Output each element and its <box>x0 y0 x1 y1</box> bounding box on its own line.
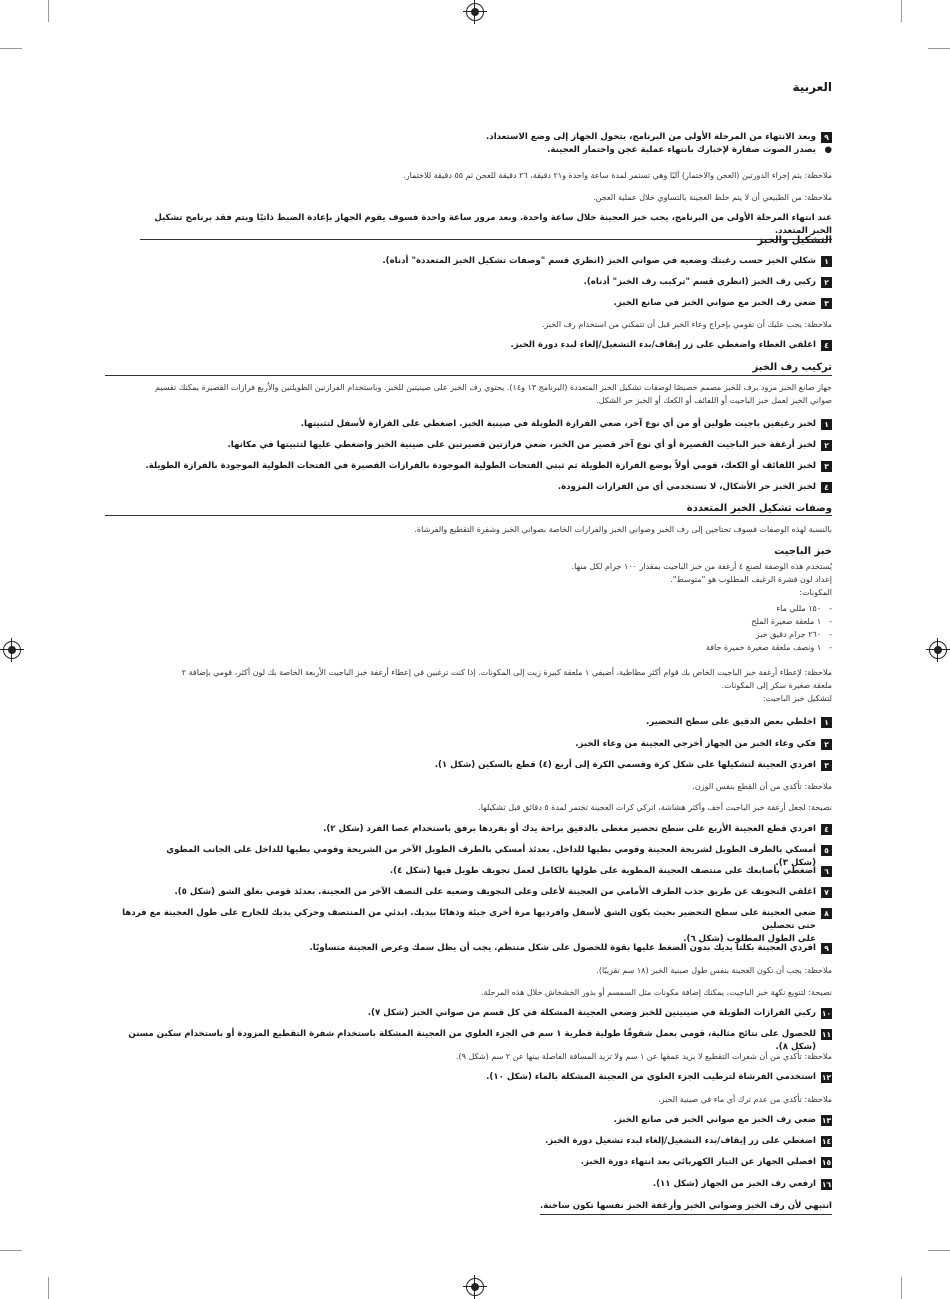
crop-mark <box>928 1250 950 1251</box>
ingredients-list <box>140 602 832 654</box>
crop-mark <box>48 0 49 22</box>
section-title: التشكيل والخبز <box>757 235 832 246</box>
list-item: - ٢٦٠ جرام دقيق خبز <box>755 630 832 639</box>
step-9: ٩ وبعد الانتهاء من المرحلة الأولى من البرنامج، يتحول الجهاز إلى وضع الاستعداد. ● يصدر الصوت صفارة لإخبارك بانتهاء عملية عجن واختمار العجينة. <box>486 132 832 155</box>
crop-mark <box>901 0 902 22</box>
step: ٥ أمسكي بالطرف الطويل لشريحة العجينة وقومي بطيها للداخل. بعدئذ أمسكي بالطرف الطويل الآخر من الشريحة وقومي بطيها للداخل على الجانب المطوي (شكل ٣). <box>140 844 832 870</box>
crop-mark <box>901 1277 902 1299</box>
step: ١ لخبز رغيفين باجيت طولين أو من أي نوع آخر، ضعي الفرازة الطويلة في صينية الخبز. اضغطي على الفرازة لأسفل لتثبيتها. <box>140 418 832 431</box>
step: ٤ اغلقي الغطاء واضغطي على زر إيقاف/بدء التشغيل/إلغاء لبدء دورة الخبز. <box>140 339 832 352</box>
step: ٣ ضعي رف الخبز مع صواني الخبز في صانع الخبز. <box>140 297 832 310</box>
step: ٩ افردي العجينة بكلتا يديك بدون الضغط عليها بقوة للحصول على شكل منتظم. يجب أن يظل سمك وعرض العجينة متساويًا. <box>140 942 832 955</box>
step: ٧ اغلقي التجويف عن طريق جذب الطرف الأمامي من العجينة لأعلى وعلى التجويف وضعيه على النصف الآخر من العجينة. بعدئذ قومي بغلق الشق (شكل ٥). <box>140 886 832 899</box>
registration-mark-icon <box>3 641 21 659</box>
warning-text: انتبهي لأن رف الخبز وصواني الخبز وأرغفة الخبز نفسها تكون ساخنة. <box>140 1200 832 1215</box>
tip: نصيحة: لتنويع نكهة خبز الباجيت، يمكنك إضافة مكونات مثل السمسم أو بذور الخشخاش خلال هذه المرحلة. <box>481 988 832 997</box>
step: ٣ افردي العجينة لتشكيلها على شكل كرة وقسمي الكرة إلى أربع (٤) قطع بالسكين (شكل ١). <box>140 759 832 772</box>
step: ٢ ركبي رف الخبز (انظري قسم "تركيب رف الخبز" أدناه). <box>140 276 832 289</box>
crop-mark <box>928 48 950 49</box>
step: ١٢ استخدمي الفرشاة لترطيب الجزء العلوي من العجينة المشكلة بالماء (شكل ١٠). <box>486 1072 832 1082</box>
crop-mark <box>0 1250 22 1251</box>
step: ١٤ اضغطي على زر إيقاف/بدء التشغيل/إلغاء لبدء تشغيل دورة الخبز. <box>545 1136 832 1146</box>
step: ١ شكلي الخبز حسب رغبتك وضعيه في صواني الخبز (انظري قسم "وصفات تشكيل الخبز المتعددة" أدناه). <box>140 255 832 268</box>
step: ٢ لخبز أرغفة خبز الباجيت القصيرة أو أي نوع آخر قصير من الخبز، ضعي فرازتين قصيرتين على صينية الخبز واضغطي عليها لتثبيتها في مكانها. <box>140 439 832 452</box>
tip: نصيحة: لجعل أرغفة خبز الباجيت أخف وأكثر هشاشة، اتركي كرات العجينة تختمر لمدة ٥ دقائق قبل تشكيلها. <box>478 803 832 812</box>
step: ٤ افردي قطع العجينة الأربع على سطح تحضير مغطى بالدقيق براحة يدك أو بفردها برفق باستخدام عصا الفرد (شكل ٢). <box>140 823 832 836</box>
divider <box>105 375 832 376</box>
note: ملاحظة: تأكدي من أن شفرات التقطيع لا يزيد عمقها عن ١ سم ولا تزيد المسافة الفاصلة بينها عن ٢ سم (شكل ٩). <box>455 1052 832 1061</box>
sound-icon: ● <box>824 145 832 155</box>
note: ملاحظة: يجب أن تكون العجينة بنفس طول صينية الخبز (١٨ سم تقريبًا). <box>596 966 832 975</box>
registration-mark-icon <box>929 641 947 659</box>
step: ٦ اضغطي بأصابعك على منتصف العجينة المطوية على طولها بالكامل لعمل تجويف طويل فيها (شكل ٤). <box>140 865 832 878</box>
list-item: - ١ ملعقة صغيرة الملح <box>751 617 832 626</box>
paragraph: جهاز صانع الخبز مزود برف للخبز مصمم خصيصًا لوصفات تشكيل الخبز المتعددة (البرنامج ١٣ و١٤). يحتوي رف الخبز على صينيتين للخبز. وباستخدام الفرازتين الطويلتين والأربع فرازات القصيرة يمكنك تقسيم صواني الخبز لعمل خبز الباجيت أو اللفائف أو الكعك أو الخبز حر الشكل. <box>155 383 832 405</box>
step: ١١ للحصول على نتائج مثالية، قومي بعمل شقوقًا طولية قطرية ١ سم في الجزء العلوي من العجينة المشكلة باستخدام شفرة التقطيع المزودة أو باستخدام سكين مسنن (شكل ٨). <box>128 1029 832 1052</box>
step: ١٦ ارفعي رف الخبز من الجهاز (شكل ١١). <box>652 1179 832 1189</box>
step: ١٥ افصلي الجهاز عن التيار الكهربائي بعد انتهاء دورة الخبز. <box>580 1157 832 1167</box>
step: ٨ ضعي العجينة على سطح التحضير بحيث يكون الشق لأسفل وافرديها مرة أخرى جيئة وذهابًا بيديك. ابدئي من المنتصف وحركي يديك للخارج على طول العجينة مع فردها حتى تحصلين على الطول المطلوب (شكل ٦). <box>110 907 832 946</box>
crop-mark <box>48 1277 49 1299</box>
note: ملاحظة: تأكدي من أن القطع بنفس الوزن. <box>692 782 832 791</box>
note: ملاحظة: لإعطاء أرغفة خبز الباجيت الخاص بك قوام أكثر مطاطية، أضيفي ١ ملعقة كبيرة زيت إلى المكونات. إذا كنت ترغبين في إعطاء أرغفة خبز الباجيت الأربعة الخاصة بك لون أكثر، قومي بإضافة ٢ ملعقة صغيرة سكر إلى المكونات. لتشكيل خبز الباجيت: <box>181 668 832 703</box>
step: ١٣ ضعي رف الخبز مع صواني الخبز في صانع الخبز. <box>613 1115 832 1125</box>
warning-text: عند انتهاء المرحلة الأولى من البرنامج، يجب خبز العجينة خلال ساعة واحدة. وبعد مرور ساعة واحدة فسوف يقوم الجهاز بإعادة الضبط ذاتيًا ويتم فقد برنامج تشكيل الخبز المتعدد. <box>140 212 832 240</box>
step: ٤ لخبز الخبز حر الأشكال، لا تستخدمي أي من الفرازات المزودة. <box>140 481 832 494</box>
divider <box>105 515 832 516</box>
paragraph: يُستخدم هذه الوصفة لصنع ٤ أرغفة من خبز الباجيت بمقدار ١٠٠ جرام لكل منها. إعداد لون قشرة الرغيف المطلوب هو "متوسط". المكونات: <box>571 562 832 597</box>
list-item: - ١٥٠ مللي ماء <box>776 604 832 613</box>
crop-mark <box>0 48 22 49</box>
step: ٣ لخبز اللفائف أو الكعك، قومي أولاً بوضع الفرازة الطويلة ثم ثبتي الفتحات الطولية الموجودة بالفرازات القصيرة في الفتحات الطولية الموجودة بالفرازة الطويلة. <box>140 460 832 473</box>
list-item: - ١ ونصف ملعقة صغيرة خميرة جافة <box>705 643 832 652</box>
recipe-title: خبز الباجيت <box>774 546 832 557</box>
note: ملاحظة: يتم إجراء الدورتين (العجن والاختمار) آليًا وهي تستمر لمدة ساعة واحدة و٢١ دقيقة، ٢٦ دقيقة للعجن ثم ٥٥ دقيقة للاختمار. <box>403 171 832 180</box>
note: ملاحظة: يجب عليك أن تقومي بإخراج وعاء الخبز قبل أن تتمكني من استخدام رف الخبز. <box>541 320 832 329</box>
language-header: العربية <box>792 80 832 94</box>
step: ١٠ ركبي الفرازات الطويلة في صينيتين للخبز وضعي العجينة المشكلة في كل قسم من صواني الخبز (شكل ٧). <box>367 1008 832 1018</box>
section-title: تركيب رف الخبز <box>752 362 832 373</box>
section-title: وصفات تشكيل الخبز المتعددة <box>686 503 832 514</box>
note: ملاحظة: تأكدي من عدم ترك أي ماء في صينية الخبز. <box>658 1095 832 1104</box>
step: ٢ فكي وعاء الخبز من الجهاز أخرجي العجينة من وعاء الخبز. <box>140 738 832 751</box>
note: ملاحظة: من الطبيعي أن لا يتم خلط العجينة بالتساوي خلال عملية العجن. <box>593 193 832 202</box>
step: ١ اخلطي بعض الدقيق على سطح التحضير. <box>140 716 832 729</box>
paragraph: بالنسبة لهذه الوصفات فسوف تحتاجين إلى رف الخبز وصواني الخبز والفرازات الخاصة بصواني الخبز وشفرة التقطيع والفرشاة. <box>414 525 832 534</box>
